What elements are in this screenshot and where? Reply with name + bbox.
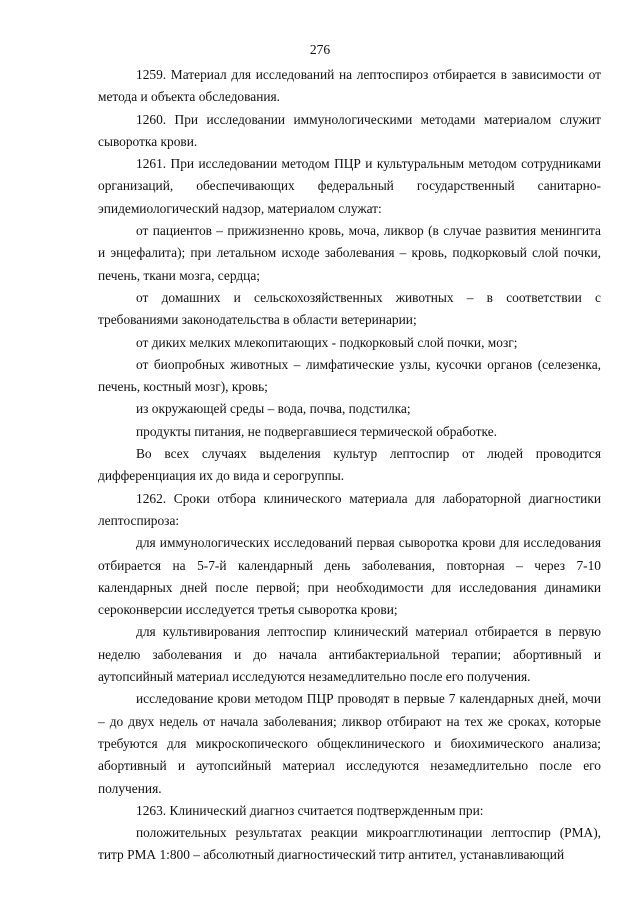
page-number: 276 xyxy=(309,42,331,57)
paragraph-food: продукты питания, не подвергавшиеся термической обработке. xyxy=(136,423,497,439)
paragraph-rma: положительных результатах реакции микроагглютинации лептоспир (РМА), титр РМА 1:800 – абсолютный диагностический титр антител, устанавливающий xyxy=(98,825,601,863)
paragraph-cultivation: для культивирования лептоспир клинический материал отбирается в первую неделю заболевания и до начала антибактериальной терапии; абортивный и аутопсийный материал исследуются незамедлительно после его получения. xyxy=(98,624,601,685)
paragraph-1260: 1260. При исследовании иммунологическими методами материалом служит сыворотка крови. xyxy=(98,111,601,149)
paragraph-domestic-animals: от домашних и сельскохозяйственных животных – в соответствии с требованиями законодательства в области ветеринарии; xyxy=(98,289,601,328)
paragraph-bioassay-animals: от биопробных животных – лимфатические узлы, кусочки органов (селезенка, печень, костный мозг), кровь; xyxy=(98,356,601,395)
paragraph-pcr: исследование крови методом ПЦР проводят в первые 7 календарных дней, мочи – до двух недель от начала заболевания; ликвор отбирают на тех же сроках, которые требуются для микроскопического общеклинического и биохимического анализа; абортивный и аутопсийный материал исследуются незамедлительно после его получения. xyxy=(98,691,601,796)
paragraph-patients: от пациентов – прижизненно кровь, моча, ликвор (в случае развития менингита и энцефалита); при летальном исходе заболевания – кровь, подкорковый слой почки, печень, ткани мозга, сердца; xyxy=(98,223,601,283)
paragraph-1261: 1261. При исследовании методом ПЦР и культуральным методом сотрудниками организаций, обеспечивающих федеральный государственный санитарно-эпидемиологический надзор, материалом служат: xyxy=(98,156,601,216)
paragraph-wild-mammals: от диких мелких млекопитающих - подкорковый слой почки, мозг; xyxy=(136,334,518,350)
paragraph-differentiation: Во всех случаях выделения культур лептоспир от людей проводится дифференциация их до вида и серогруппы. xyxy=(98,446,601,484)
paragraph-immunological: для иммунологических исследований первая сыворотка крови для исследования отбирается на 5-7-й календарный день заболевания, повторная – через 7-10 календарных дней после первой; при необходимости для исследования динамики сероконверсии исследуется третья сыворотка крови; xyxy=(98,535,601,618)
paragraph-1262: 1262. Сроки отбора клинического материала для лабораторной диагностики лептоспироза: xyxy=(98,490,601,528)
paragraph-environment: из окружающей среды – вода, почва, подстилка; xyxy=(136,401,411,417)
paragraph-1259: 1259. Материал для исследований на лептоспироз отбирается в зависимости от метода и объекта обследования. xyxy=(98,67,601,105)
document-body xyxy=(98,64,601,867)
paragraph-1263: 1263. Клинический диагноз считается подтвержденным при: xyxy=(136,802,484,818)
